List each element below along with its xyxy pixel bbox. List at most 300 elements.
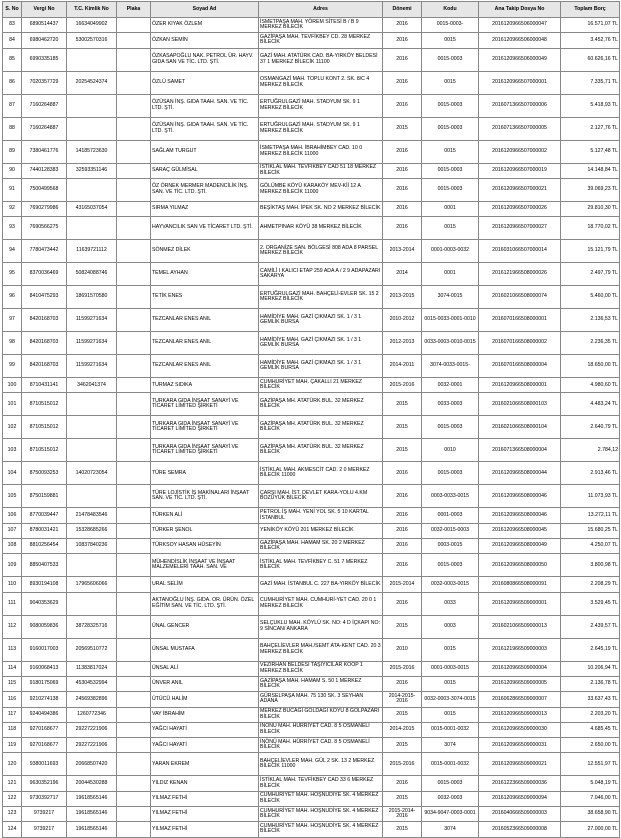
cell-row-number: 111 [3, 592, 22, 615]
cell-row-number: 110 [3, 577, 22, 592]
cell-total-debt: 4.250,07 TL [561, 539, 620, 554]
cell-plate [117, 378, 151, 393]
cell-tax-number: 8770039447 [22, 508, 67, 523]
cell-file-number: 2016031066507000014 [479, 240, 561, 263]
cell-address: CUMHURİYET MAH. HOŞNUDİYE SK. 4 MERKEZ BİLECİK [259, 791, 383, 806]
cell-code: 3074 [422, 822, 479, 837]
table-row [3, 753, 620, 776]
cell-tax-number: 9739217 [22, 822, 67, 837]
cell-period: 2014-2015-2016 [383, 692, 422, 707]
cell-id-number: 11599271634 [67, 355, 117, 378]
cell-plate [117, 33, 151, 48]
cell-row-number: 86 [3, 71, 22, 94]
cell-row-number: 102 [3, 416, 22, 439]
cell-plate [117, 807, 151, 822]
cell-address: YENİKÖY KÖYÜ 201 MERKEZ BİLECİK [259, 523, 383, 538]
cell-file-number: 2016121966508000026 [479, 263, 561, 286]
cell-file-number: 2016120966508000046 [479, 485, 561, 508]
cell-total-debt: 2.645,19 TL [561, 638, 620, 661]
cell-code: 0015-0001-0032 [422, 753, 479, 776]
cell-file-number: 2016070166508000001 [479, 309, 561, 332]
cell-total-debt: 2.208,29 TL [561, 577, 620, 592]
cell-code: 0001-0003-0032 [422, 240, 479, 263]
cell-name: TETİK ENES [151, 286, 259, 309]
cell-total-debt: 5.460,00 TL [561, 286, 620, 309]
cell-name: ÖZÜSAN İNŞ. GIDA TAAH. SAN. VE TİC. LTD. ŞTİ. [151, 94, 259, 117]
cell-id-number [67, 178, 117, 201]
cell-id-number: 38728325716 [67, 615, 117, 638]
cell-plate [117, 201, 151, 216]
cell-code: 0033-0003 [422, 393, 479, 416]
cell-address: GAZİPAŞA MH. ATATÜRK BUL. 32 MERKEZ BİLECİK [259, 416, 383, 439]
cell-id-number: 29227221906 [67, 738, 117, 753]
table-row [3, 638, 620, 661]
cell-file-number: 2016120966506000048 [479, 33, 561, 48]
cell-code: 0015-0003 [422, 462, 479, 485]
cell-code: 0015 [422, 217, 479, 240]
cell-total-debt: 27.000,00 TL [561, 822, 620, 837]
cell-tax-number: 8370036469 [22, 263, 67, 286]
cell-total-debt: 39.069,23 TL [561, 178, 620, 201]
cell-period: 2016 [383, 178, 422, 201]
cell-total-debt: 3.529,45 TL [561, 592, 620, 615]
cell-file-number: 2016120966507000019 [479, 163, 561, 178]
table-row [3, 378, 620, 393]
cell-id-number: 16634049902 [67, 18, 117, 33]
table-row [3, 523, 620, 538]
cell-row-number: 98 [3, 332, 22, 355]
cell-name: ÜTÜCÜ HALİM [151, 692, 259, 707]
cell-id-number: 11383817024 [67, 661, 117, 676]
cell-total-debt: 2.913,46 TL [561, 462, 620, 485]
cell-period: 2016 [383, 201, 422, 216]
cell-id-number [67, 117, 117, 140]
cell-name: TÜRE LOJİSTİK İŞ MAKİNALARI İNŞAAT SAN. VE TİC. LTD. ŞTİ. [151, 485, 259, 508]
cell-tax-number: 7160264887 [22, 94, 67, 117]
cell-tax-number: 8780031421 [22, 523, 67, 538]
cell-file-number: 2016120966507000002 [479, 140, 561, 163]
table-row [3, 33, 620, 48]
cell-row-number: 90 [3, 163, 22, 178]
cell-tax-number: 9380011693 [22, 753, 67, 776]
column-header: Vergi No [22, 2, 67, 18]
cell-address: GAZİ MAH. İSTANBUL C. 227 BA-YIRKÖY BİLECİK [259, 577, 383, 592]
cell-total-debt: 29.810,30 TL [561, 201, 620, 216]
cell-id-number [67, 485, 117, 508]
cell-plate [117, 508, 151, 523]
cell-address: BEŞİKTAŞ MAH. İPEK SK. NO 2 MERKEZ BİLECİK [259, 201, 383, 216]
cell-file-number: 2016120966508000049 [479, 539, 561, 554]
cell-code: 0001 [422, 263, 479, 286]
cell-period: 2016 [383, 539, 422, 554]
cell-period: 2016 [383, 18, 422, 33]
cell-plate [117, 661, 151, 676]
cell-period: 2015-2016 [383, 378, 422, 393]
cell-period: 2016 [383, 48, 422, 71]
cell-row-number: 124 [3, 822, 22, 837]
cell-address: HAMİDİYE MAH. GAZİ ÇIKMAZI SK. 1 / 3 1 GEMLİK BURSA [259, 309, 383, 332]
cell-total-debt: 5.418,93 TL [561, 94, 620, 117]
cell-row-number: 84 [3, 33, 22, 48]
cell-id-number [67, 439, 117, 462]
cell-period: 2012-2013 [383, 332, 422, 355]
cell-file-number: 2016120966508000044 [479, 462, 561, 485]
cell-address: GAZİPAŞA MAH. TEVFİKBEY CD. 28 MERKEZ BİLECİK [259, 33, 383, 48]
table-row [3, 485, 620, 508]
cell-id-number: 21478483546 [67, 508, 117, 523]
cell-id-number: 20254524374 [67, 71, 117, 94]
cell-row-number: 87 [3, 94, 22, 117]
cell-row-number: 107 [3, 523, 22, 538]
cell-address: HAMİDİYE MAH. GAZİ ÇIKMAZI SK. 1 / 3 1 GEMLİK BURSA [259, 355, 383, 378]
table-row [3, 71, 620, 94]
cell-address: BAHÇELİEVLER MAH./SEMT ATA-KENT CAD. 20 3 MERKEZ BİLECİK [259, 638, 383, 661]
cell-name: MÜHENDİSLİK İNŞAAT VE İNŞAAT MALZEMELERİ TAAH. SAN. VE [151, 554, 259, 577]
cell-row-number: 122 [3, 791, 22, 806]
cell-total-debt: 2.203,20 TL [561, 707, 620, 722]
cell-period: 2016 [383, 71, 422, 94]
cell-tax-number: 8710431141 [22, 378, 67, 393]
cell-plate [117, 71, 151, 94]
cell-name: YARAN EKREM [151, 753, 259, 776]
cell-address: CUMHURİYET MAH. CUMHURİ-YET CAD. 20 0 1 MERKEZ BİLECİK [259, 592, 383, 615]
cell-row-number: 117 [3, 707, 22, 722]
cell-row-number: 119 [3, 738, 22, 753]
cell-period: 2015 [383, 416, 422, 439]
table-row [3, 707, 620, 722]
cell-id-number: 24569382896 [67, 692, 117, 707]
cell-file-number: 2016120966509000004 [479, 661, 561, 676]
cell-total-debt: 33.637,43 TL [561, 692, 620, 707]
cell-tax-number: 9210274138 [22, 692, 67, 707]
cell-code: 0001-0003-0015 [422, 661, 479, 676]
cell-id-number [67, 48, 117, 71]
cell-name: ÜNAL GENCER [151, 615, 259, 638]
cell-period: 2015 [383, 822, 422, 837]
cell-total-debt: 13.272,11 TL [561, 508, 620, 523]
cell-address: OSMANGAZİ MAH. TOPLU KONT 2. SK. 8/C 4 MERKEZ BİLECİK [259, 71, 383, 94]
cell-plate [117, 178, 151, 201]
cell-plate [117, 676, 151, 691]
cell-tax-number: 8710515012 [22, 393, 67, 416]
cell-file-number: 2016120966507000027 [479, 217, 561, 240]
cell-period: 2015-2014 [383, 577, 422, 592]
cell-address: ERTUĞRULGAZİ MAH. STADYUM SK. 9 1 MERKEZ BİLECİK [259, 94, 383, 117]
cell-id-number: 50824088746 [67, 263, 117, 286]
cell-id-number: 19618565146 [67, 807, 117, 822]
cell-period: 2015-2014-2016 [383, 807, 422, 822]
cell-file-number: 2016120966508000050 [479, 554, 561, 577]
column-header: S. No [3, 2, 22, 18]
cell-plate [117, 117, 151, 140]
cell-total-debt: 38.658,90 TL [561, 807, 620, 822]
cell-file-number: 2016120966508000046 [479, 508, 561, 523]
cell-tax-number: 9630352196 [22, 776, 67, 791]
cell-tax-number: 9270168677 [22, 722, 67, 737]
cell-code: 0015-0001-0032 [422, 722, 479, 737]
cell-period: 2016 [383, 94, 422, 117]
cell-name: SARAÇ GÜLMİSAL [151, 163, 259, 178]
cell-plate [117, 355, 151, 378]
cell-tax-number: 7690279986 [22, 201, 67, 216]
cell-code: 0015 [422, 638, 479, 661]
cell-address: CUMHURİYET MAH. HOŞNUDİYE SK. 4 MERKEZ BİLECİK [259, 807, 383, 822]
cell-row-number: 91 [3, 178, 22, 201]
cell-plate [117, 263, 151, 286]
cell-period: 2015 [383, 615, 422, 638]
cell-code: 3074-0033-0015- [422, 355, 479, 378]
cell-tax-number: 7780473442 [22, 240, 67, 263]
cell-total-debt: 15.680,25 TL [561, 523, 620, 538]
cell-tax-number: 9080059836 [22, 615, 67, 638]
cell-id-number: 18691570580 [67, 286, 117, 309]
cell-name: ÜNSAL ALİ [151, 661, 259, 676]
cell-code: 0015-0003 [422, 117, 479, 140]
cell-code: 0033 [422, 592, 479, 615]
cell-tax-number: 7690566275 [22, 217, 67, 240]
cell-code: 3074 [422, 738, 479, 753]
table-row [3, 807, 620, 822]
column-header: Plaka [117, 2, 151, 18]
cell-address: VEZİRHAN BELDESİ TAŞIYICILAR KOOP 1 MERKEZ BİLECİK [259, 661, 383, 676]
cell-name: SÖNMEZ DİLEK [151, 240, 259, 263]
cell-plate [117, 539, 151, 554]
cell-period: 2014-2011 [383, 355, 422, 378]
cell-address: İSMETPAŞA MAH. YÖREM SİTESİ B / B 9 MERKEZ BİLECİK [259, 18, 383, 33]
cell-period: 2016 [383, 676, 422, 691]
cell-period: 2015 [383, 791, 422, 806]
cell-total-debt: 7.046,00 TL [561, 791, 620, 806]
cell-row-number: 108 [3, 539, 22, 554]
cell-file-number: 2016120966509000021 [479, 753, 561, 776]
cell-address: GAZİPAŞA MH. ATATÜRK BUL. 32 MERKEZ BİLECİK [259, 393, 383, 416]
cell-plate [117, 163, 151, 178]
cell-plate [117, 462, 151, 485]
cell-code: 0032-0003-0015 [422, 577, 479, 592]
cell-plate [117, 140, 151, 163]
cell-code: 0003 [422, 615, 479, 638]
cell-plate [117, 332, 151, 355]
cell-plate [117, 240, 151, 263]
cell-address: SELÇUKLU MAH. KÖYLÜ SK. NO: 4 D İÇKAPI NO: 9 SİNCAN/ ANKARA [259, 615, 383, 638]
column-header: T.C. Kimlik No [67, 2, 117, 18]
cell-tax-number: 6990335185 [22, 48, 67, 71]
cell-id-number: 17965606066 [67, 577, 117, 592]
cell-period: 2016 [383, 462, 422, 485]
cell-row-number: 101 [3, 393, 22, 416]
column-header: Dönemi [383, 2, 422, 18]
cell-row-number: 104 [3, 462, 22, 485]
cell-tax-number: 8710515012 [22, 439, 67, 462]
cell-row-number: 114 [3, 661, 22, 676]
cell-code: 0001 [422, 201, 479, 216]
cell-total-debt: 2.236,35 TL [561, 332, 620, 355]
cell-address: GÜRSELPAŞA MAH. 75 130 SK. 3 SEYHAN ADANA [259, 692, 383, 707]
table-row [3, 508, 620, 523]
cell-code: 3074-0015 [422, 286, 479, 309]
cell-row-number: 103 [3, 439, 22, 462]
cell-id-number: 20668507420 [67, 753, 117, 776]
cell-id-number: 19618565146 [67, 822, 117, 837]
cell-tax-number: 7440128383 [22, 163, 67, 178]
cell-code: 0015-0003- [422, 18, 479, 33]
cell-row-number: 123 [3, 807, 22, 822]
cell-total-debt: 2.136,78 TL [561, 676, 620, 691]
cell-name: TURMAZ SIDIKA [151, 378, 259, 393]
cell-address: İNÖNÜ MAH. HÜRRİYET CAD. 8 5 OSMANELİ BİLECİK [259, 738, 383, 753]
cell-name: YILMAZ FETHİ [151, 807, 259, 822]
cell-file-number: 2016120966509000005 [479, 676, 561, 691]
cell-code: 0015-0033-0001-0010 [422, 309, 479, 332]
cell-name: ÖZÜSAN İNŞ. GIDA TAAH. SAN. VE TİC. LTD. ŞTİ. [151, 117, 259, 140]
cell-code: 0015 [422, 33, 479, 48]
table-row [3, 577, 620, 592]
cell-address: GÖLÜMBE KÖYÜ KARAKÖY MEV-Kİİ 12 A MERKEZ BİLECİK 11000 [259, 178, 383, 201]
cell-name: TÜRKSOY HASAN HÜSEYİN [151, 539, 259, 554]
cell-plate [117, 18, 151, 33]
cell-id-number: 53002570316 [67, 33, 117, 48]
cell-address: İSMETPAŞA MAH. İBRAHİMBEY CAD. 10 0 MERKEZ BİLECİK 11000 [259, 140, 383, 163]
cell-code: 0015-0003 [422, 554, 479, 577]
cell-file-number: 2016071366508000004 [479, 439, 561, 462]
table-row [3, 178, 620, 201]
cell-period: 2010-2012 [383, 309, 422, 332]
cell-row-number: 97 [3, 309, 22, 332]
cell-id-number [67, 554, 117, 577]
cell-tax-number: 7160264887 [22, 117, 67, 140]
cell-row-number: 113 [3, 638, 22, 661]
cell-id-number: 32593351146 [67, 163, 117, 178]
cell-name: YAĞCI HAYATİ [151, 722, 259, 737]
cell-period: 2015-2016 [383, 661, 422, 676]
cell-tax-number: 7020357729 [22, 71, 67, 94]
cell-code: 0015-0003 [422, 163, 479, 178]
cell-total-debt: 4.685,45 TL [561, 722, 620, 737]
cell-period: 2016 [383, 485, 422, 508]
cell-name: TÜRKER ŞENOL [151, 523, 259, 538]
cell-code: 0032-0003-3074-0015 [422, 692, 479, 707]
cell-file-number: 2016021066508000104 [479, 416, 561, 439]
cell-code: 0032-0001 [422, 378, 479, 393]
cell-name: SAĞLAM TURGUT [151, 140, 259, 163]
table-row [3, 393, 620, 416]
table-row [3, 822, 620, 837]
cell-address: İSTİKLAL MAH. TEVFİKBEY C. 51 7 MERKEZ BİLECİK [259, 554, 383, 577]
table-row [3, 416, 620, 439]
cell-file-number: 2016021066509000013 [479, 615, 561, 638]
cell-id-number [67, 217, 117, 240]
cell-tax-number: 8750093253 [22, 462, 67, 485]
cell-period: 2015 [383, 439, 422, 462]
cell-address: 2. ORGANİZE SAN. BÖLGESİ 808 ADA 8 PARSEL MERKEZ BİLECİK [259, 240, 383, 263]
cell-total-debt: 18.770,02 TL [561, 217, 620, 240]
table-row [3, 776, 620, 791]
cell-name: TÜRE SEMRA [151, 462, 259, 485]
cell-total-debt: 18.650,00 TL [561, 355, 620, 378]
cell-file-number: 2016120966509000094 [479, 791, 561, 806]
cell-period: 2015 [383, 707, 422, 722]
cell-plate [117, 822, 151, 837]
cell-code: 0015-0003 [422, 48, 479, 71]
cell-file-number: 2016120966507000001 [479, 71, 561, 94]
cell-file-number: 2016122366509000036 [479, 776, 561, 791]
table-row [3, 615, 620, 638]
cell-row-number: 105 [3, 485, 22, 508]
cell-id-number: 19618565146 [67, 791, 117, 806]
cell-code: 0032-0015-0003 [422, 523, 479, 538]
cell-period: 2016 [383, 776, 422, 791]
cell-row-number: 88 [3, 117, 22, 140]
cell-tax-number: 9270168677 [22, 738, 67, 753]
cell-row-number: 116 [3, 692, 22, 707]
cell-code: 0010 [422, 439, 479, 462]
cell-id-number: 10837840236 [67, 539, 117, 554]
column-header: Toplam Borç [561, 2, 620, 18]
cell-plate [117, 286, 151, 309]
table-row [3, 462, 620, 485]
cell-row-number: 95 [3, 263, 22, 286]
cell-address: GAZİPAŞA MAH. HAMAM S. 50 1 MERKEZ BİLECİK [259, 676, 383, 691]
cell-name: TURKARA GIDA İNŞAAT SANAYİ VE TİCARET LİMİTED ŞİRKETİ [151, 393, 259, 416]
debtors-table [2, 1, 620, 838]
cell-total-debt: 5.048,19 TL [561, 776, 620, 791]
cell-total-debt: 2.640,79 TL [561, 416, 620, 439]
cell-total-debt: 16.571,07 TL [561, 18, 620, 33]
table-row [3, 263, 620, 286]
cell-plate [117, 217, 151, 240]
cell-code: 0015-0003 [422, 776, 479, 791]
table-row [3, 592, 620, 615]
cell-code: 0003-0015 [422, 539, 479, 554]
cell-address: GAZİ MAH. ATATÜRK CAD. BA-YIRKÖY BELDESİ 37 1 MERKEZ BİLECİK 11100 [259, 48, 383, 71]
cell-name: ÖZKAN SEMİN [151, 33, 259, 48]
cell-period: 2016 [383, 140, 422, 163]
cell-row-number: 93 [3, 217, 22, 240]
cell-tax-number: 9739217 [22, 807, 67, 822]
cell-tax-number: 9160068413 [22, 661, 67, 676]
table-row [3, 355, 620, 378]
cell-name: TÜRKEN ALİ [151, 508, 259, 523]
cell-code: 0003-0033-0015 [422, 485, 479, 508]
cell-plate [117, 738, 151, 753]
cell-plate [117, 48, 151, 71]
cell-row-number: 112 [3, 615, 22, 638]
cell-row-number: 83 [3, 18, 22, 33]
cell-name: ÖZKASAPOĞLU NAK. PETROL ÜR. HAYV. GIDA SAN VE TİC. LTD. ŞTİ. [151, 48, 259, 71]
cell-tax-number: 6890514437 [22, 18, 67, 33]
cell-code: 0015 [422, 71, 479, 94]
cell-row-number: 109 [3, 554, 22, 577]
cell-name: TURKARA GIDA İNŞAAT SANAYİ VE TİCARET LİMİTED ŞİRKETİ [151, 439, 259, 462]
cell-code: 0001-0003 [422, 508, 479, 523]
table-row [3, 676, 620, 691]
table-row [3, 738, 620, 753]
cell-total-debt: 4.980,60 TL [561, 378, 620, 393]
cell-tax-number: 8750159881 [22, 485, 67, 508]
cell-name: TURKARA GIDA İNŞAAT SANAYİ VE TİCARET LİMİTED ŞİRKETİ [151, 416, 259, 439]
cell-file-number: 2016071366507000005 [479, 117, 561, 140]
cell-tax-number: 7500499568 [22, 178, 67, 201]
cell-name: TEZCANLAR ENES ANIL [151, 355, 259, 378]
cell-tax-number: 9180175069 [22, 676, 67, 691]
cell-period: 2016 [383, 163, 422, 178]
cell-row-number: 118 [3, 722, 22, 737]
cell-total-debt: 2.136,53 TL [561, 309, 620, 332]
cell-address: GAZİPAŞA MH. ATATÜRK BUL. 32 MERKEZ BİLECİK [259, 439, 383, 462]
cell-total-debt: 4.483,24 TL [561, 393, 620, 416]
cell-tax-number: 9730392717 [22, 791, 67, 806]
cell-tax-number: 9160017003 [22, 638, 67, 661]
